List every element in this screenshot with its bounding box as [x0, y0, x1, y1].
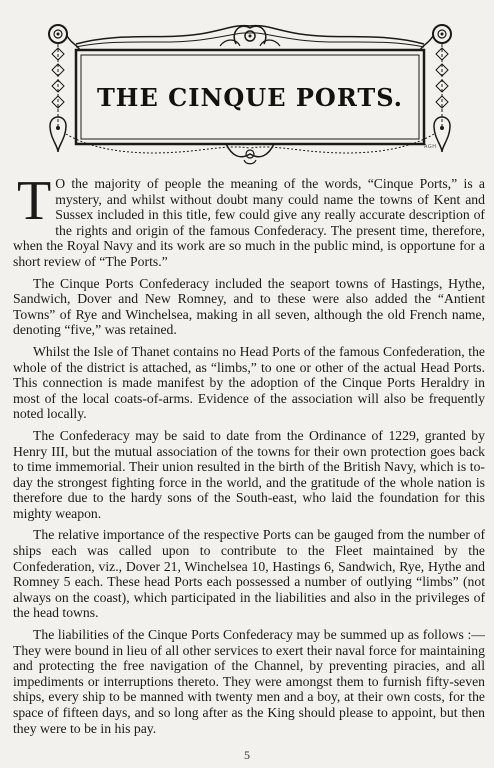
paragraph-4: The Confederacy may be said to date from the Ordinance of 1229, granted by Henry III, but the mutual association of the towns for their own protection goes back to time immemorial. Their union resulted in the birth of the British Navy, which is to-day the strongest fighting force in the world, and the gratitude of the whole nation is therefore due to the hardy sons of the South-east, who laid the foundation for this mighty weapon. — [13, 427, 485, 521]
drop-cap: T — [17, 170, 52, 232]
paragraph-6: The liabilities of the Cinque Ports Confederacy may be summed up as follows :—They were bound in lieu of all other services to exert their naval force for maintaining and protecting the free navigation of the Channel, by preventing piracies, and all impediments or interruptions thereto. They were amongst them to furnish fifty-seven ships, every ship to be manned with twenty men and a boy, at their own costs, for the space of fifteen days, and so long after as the King should please to appoint, but then they were to be in his pay. — [13, 627, 485, 736]
page-title: THE CINQUE PORTS. — [96, 82, 404, 112]
ornamental-header — [40, 14, 460, 166]
article-body — [13, 170, 485, 742]
paragraph-3: Whilst the Isle of Thanet contains no Head Ports of the famous Confederation, the whole of the district is attached, as “limbs,” to one or other of the actual Head Ports. This connection is made manifest by the adoption of the Cinque Ports Heraldry in most of the local coats-of-arms. Evidence of the association will also be frequently noted locally. — [13, 343, 485, 422]
artist-initials: AGH — [424, 144, 437, 150]
paragraph-2: The Cinque Ports Confederacy included the seaport towns of Hastings, Hythe, Sandwich, Dover and New Romney, and to these were also added the “Antient Towns” of Rye and Winchelsea, making in all seven, although the old French name, denoting “five,” was retained. — [13, 275, 485, 338]
page-number: 5 — [244, 748, 250, 762]
paragraph-1-text: O the majority of people the meaning of the words, “Cinque Ports,” is a mystery, and whilst without doubt many could name the towns of Kent and Sussex included in this title, few could give any really accurate description of the rights and origin of the famous Confederacy. The present time, therefore, when the Royal Navy and its work are so much in the public mind, is opportune for a short review of “The Ports.” — [13, 176, 485, 269]
paragraph-1 — [13, 170, 485, 270]
title-box — [80, 52, 420, 142]
paragraph-5: The relative importance of the respective Ports can be gauged from the number of ships each was called upon to contribute to the Fleet maintained by the Confederation, viz., Dover 21, Winchelsea 10, Hastings 6, Sandwich, Rye, Hythe and Romney 5 each. These head Ports each possessed a number of outlying “limbs” (not always on the coast), which participated in the liabilities and also in the privileges of the head towns. — [13, 527, 485, 621]
